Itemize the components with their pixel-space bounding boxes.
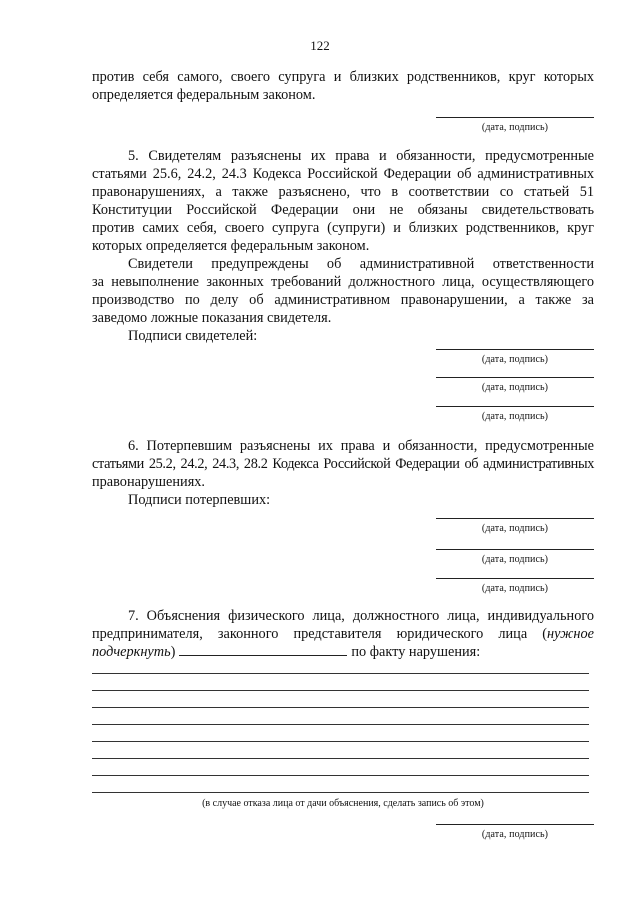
witness-signatures-label: Подписи свидетелей: — [128, 328, 258, 344]
refusal-note: (в случае отказа лица от дачи объяснения, сделать запись об этом) — [202, 798, 484, 809]
signature-field-explanation[interactable] — [436, 824, 594, 840]
section7-line-1: 7. Объяснения физического лица, должностного лица, индивидуального — [128, 608, 594, 624]
intro-line-2: определяется федеральным законом. — [92, 87, 316, 103]
explanation-line-2[interactable] — [92, 690, 589, 691]
signature-line — [436, 824, 594, 825]
signature-caption: (дата, подпись) — [481, 122, 549, 133]
section7-line-2-italic: нужное — [547, 626, 594, 642]
violation-blank-field[interactable] — [179, 643, 347, 656]
signature-line — [436, 117, 594, 118]
section5-line-5: против самих себя, своего супруга (супруги) и близких родственников, круг — [92, 220, 594, 236]
signature-field-intro[interactable] — [436, 117, 594, 133]
explanation-line-6[interactable] — [92, 758, 589, 759]
signature-caption: (дата, подпись) — [481, 583, 549, 594]
signature-field-witness-1[interactable] — [436, 349, 594, 365]
signature-line — [436, 549, 594, 550]
signature-line — [436, 349, 594, 350]
signature-line — [436, 518, 594, 519]
explanation-line-3[interactable] — [92, 707, 589, 708]
intro-line-1: против себя самого, своего супруга и близких родственников, круг которых — [92, 69, 594, 85]
signature-field-victim-2[interactable] — [436, 549, 594, 565]
section7-line-2-text: предпринимателя, законного представителя юридического лица ( — [92, 626, 548, 642]
section7-line-3 — [92, 643, 594, 661]
signature-field-victim-1[interactable] — [436, 518, 594, 534]
section5-warning-3: производство по делу об административном правонарушении, а также за — [92, 292, 594, 308]
explanation-line-4[interactable] — [92, 724, 589, 725]
signature-line — [436, 578, 594, 579]
explanation-line-8[interactable] — [92, 792, 589, 793]
section5-warning-2: за невыполнение законных требований должностного лица, осуществляющего — [92, 274, 594, 290]
section5-warning-1: Свидетели предупреждены об административной ответственности — [128, 256, 594, 272]
explanation-line-1[interactable] — [92, 673, 589, 674]
section5-line-6: которых определяется федеральным законом. — [92, 238, 370, 254]
explanation-line-5[interactable] — [92, 741, 589, 742]
section5-line-3: правонарушениях, а также разъяснено, что в соответствии со статьей 51 — [92, 184, 594, 200]
signature-caption: (дата, подпись) — [481, 523, 549, 534]
signature-caption: (дата, подпись) — [481, 354, 549, 365]
signature-field-victim-3[interactable] — [436, 578, 594, 594]
victim-signatures-label: Подписи потерпевших: — [128, 492, 271, 508]
signature-field-witness-2[interactable] — [436, 377, 594, 393]
section7-line-3-suffix: по факту нарушения: — [351, 644, 481, 660]
section5-line-4: Конституции Российской Федерации они не обязаны свидетельствовать — [92, 202, 594, 218]
signature-caption: (дата, подпись) — [481, 829, 549, 840]
section5-warning-4: заведомо ложные показания свидетеля. — [92, 310, 332, 326]
signature-caption: (дата, подпись) — [481, 554, 549, 565]
section7-line-2 — [92, 625, 594, 643]
signature-caption: (дата, подпись) — [481, 411, 549, 422]
section5-line-1: 5. Свидетелям разъяснены их права и обязанности, предусмотренные — [128, 148, 594, 164]
section6-line-3: правонарушениях. — [92, 474, 206, 490]
signature-field-witness-3[interactable] — [436, 406, 594, 422]
section7-line-3-paren: ) — [170, 644, 176, 660]
signature-line — [436, 406, 594, 407]
explanation-line-7[interactable] — [92, 775, 589, 776]
signature-line — [436, 377, 594, 378]
signature-caption: (дата, подпись) — [481, 382, 549, 393]
page-number: 122 — [310, 38, 330, 53]
section5-line-2: статьями 25.6, 24.2, 24.3 Кодекса Российской Федерации об административных — [92, 166, 594, 182]
section6-line-2: статьями 25.2, 24.2, 24.3, 28.2 Кодекса Российской Федерации об административных — [92, 456, 594, 472]
section7-line-3-italic: подчеркнуть — [92, 644, 171, 660]
section6-line-1: 6. Потерпевшим разъяснены их права и обязанности, предусмотренные — [128, 438, 594, 454]
